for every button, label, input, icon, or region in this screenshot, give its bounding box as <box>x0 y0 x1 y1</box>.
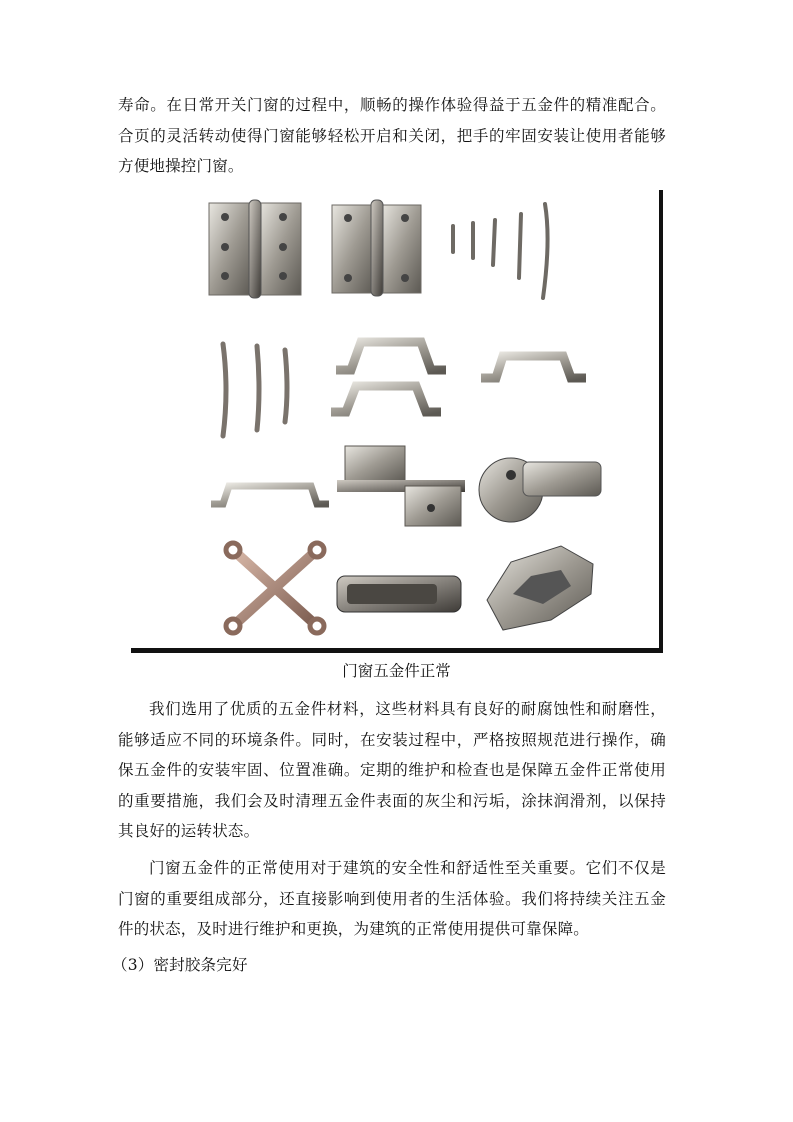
figure-caption: 门窗五金件正常 <box>342 662 451 680</box>
hardware-photo <box>131 190 663 653</box>
body-paragraph-3: 门窗五金件的正常使用对于建筑的安全性和舒适性至关重要。它们不仅是门窗的重要组成部分，还直接影响到使用者的生活体验。我们将持续关注五金件的状态，及时进行维护和更换，为建筑的正常使用提供可靠保障。 <box>118 859 666 938</box>
body-paragraph-2: 我们选用了优质的五金件材料，这些材料具有良好的耐腐蚀性和耐磨性，能够适应不同的环境条件。同时，在安装过程中，严格按照规范进行操作，确保五金件的安装牢固、位置准确。定期的维护和检查也是保障五金件正常使用的重要措施，我们会及时清理五金件表面的灰尘和污垢，涂抹润滑剂，以保持其良好的运转状态。 <box>118 700 666 840</box>
hardware-photo-icon <box>131 190 663 653</box>
section-subheading: （3）密封胶条完好 <box>112 956 248 974</box>
body-paragraph-1: 寿命。在日常开关门窗的过程中，顺畅的操作体验得益于五金件的精准配合。合页的灵活转动使得门窗能够轻松开启和关闭，把手的牢固安装让使用者能够方便地操控门窗。 <box>118 96 666 175</box>
